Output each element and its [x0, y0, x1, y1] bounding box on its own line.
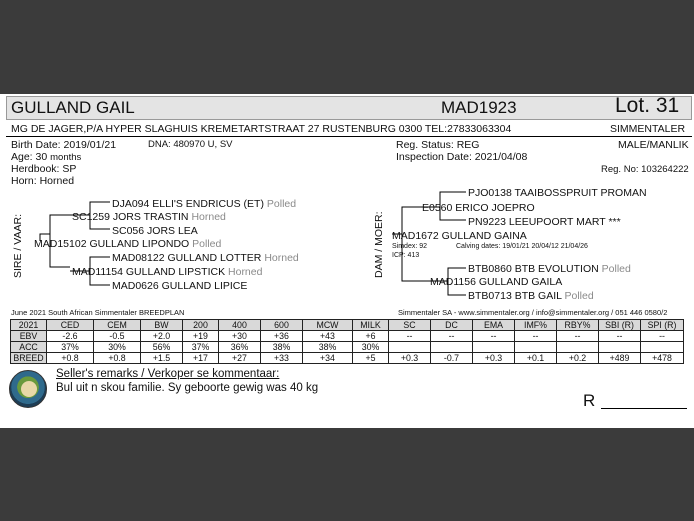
horn-status: Horn: Horned [11, 175, 75, 187]
ebv-cell: IMF% [515, 320, 557, 331]
inspection-date: Inspection Date: 2021/04/08 [396, 151, 528, 163]
ebv-cell: SPI (R) [641, 320, 684, 331]
ebv-cell: +0.8 [47, 353, 94, 364]
society-contact: Simmentaler SA - www.simmentaler.org / info@simmentaler.org / 051 446 0580/2 [398, 308, 668, 317]
ebv-cell: +17 [183, 353, 219, 364]
price-line [601, 408, 687, 409]
remarks-text: Bul uit n skou familie. Sy geboorte gewig was 40 kg [56, 382, 319, 394]
age-unit: months [50, 152, 82, 163]
sdd-name: MAD0626 GULLAND LIPICE [112, 280, 248, 292]
ebv-cell: +2.0 [141, 331, 183, 342]
dam-calving-dates: Calving dates: 19/01/21 20/04/12 21/04/26 [456, 243, 588, 250]
dam-dam [430, 276, 562, 288]
ebv-cell: 56% [141, 342, 183, 353]
ebv-cell [557, 342, 599, 353]
sd-status: Horned [228, 266, 263, 278]
birth-date: Birth Date: 2019/01/21 [11, 139, 117, 151]
sex: MALE/MANLIK [618, 139, 689, 151]
ebv-cell: +6 [353, 331, 389, 342]
ebv-cell: +30 [219, 331, 261, 342]
dam-simdex: Simdex: 92 [392, 243, 428, 250]
ebv-cell: 38% [261, 342, 303, 353]
ebv-cell: +27 [219, 353, 261, 364]
ebv-table [10, 319, 684, 364]
dam-dam-sire [468, 263, 631, 275]
age-value: Age: 30 [11, 151, 48, 163]
sire [34, 238, 221, 250]
ebv-cell [599, 342, 641, 353]
ebv-cell: +1.5 [141, 353, 183, 364]
ebv-cell: -- [641, 331, 684, 342]
ebv-cell: -0.5 [94, 331, 141, 342]
animal-id: MAD1923 [441, 98, 517, 117]
ebv-cell: EMA [473, 320, 515, 331]
ddd-name: BTB0713 BTB GAIL [468, 290, 562, 302]
ebv-cell: DC [431, 320, 473, 331]
ebv-cell: -- [431, 331, 473, 342]
dam-sire-dam [468, 216, 621, 228]
ebv-header-row [11, 320, 684, 331]
ebv-cell: -- [557, 331, 599, 342]
society-logo [9, 370, 47, 408]
ebv-cell: +0.2 [557, 353, 599, 364]
ebv-cell: +36 [261, 331, 303, 342]
sd-name: MAD11154 GULLAND LIPSTICK [72, 266, 226, 278]
ebv-cell: +0.1 [515, 353, 557, 364]
ebv-row [11, 342, 684, 353]
ebv-cell: -- [389, 331, 431, 342]
dam-label: DAM / MOER: [373, 211, 385, 278]
sire-sire [72, 211, 226, 223]
ebv-cell: -0.7 [431, 353, 473, 364]
dsd-name: PN9223 LEEUPOORT MART *** [468, 216, 621, 228]
ebv-cell: +0.3 [473, 353, 515, 364]
sire-dam [72, 266, 262, 278]
ebv-cell [515, 342, 557, 353]
ebv-cell: +43 [303, 331, 353, 342]
breed-name: SIMMENTALER [610, 123, 686, 135]
row-label: ACC [11, 342, 47, 353]
ebv-cell [389, 342, 431, 353]
lot-card [0, 94, 694, 428]
sds-status: Horned [264, 252, 299, 264]
dam-sire-sire [468, 187, 647, 199]
ebv-cell: SBI (R) [599, 320, 641, 331]
dam-sire [422, 202, 535, 214]
sire-dam-sire [112, 252, 299, 264]
sire-sire-dam [112, 225, 198, 237]
ebv-cell: 30% [94, 342, 141, 353]
sire-status: Polled [192, 238, 222, 250]
reg-no: Reg. No: 103264222 [601, 164, 689, 175]
ebv-cell: 400 [219, 320, 261, 331]
ebv-row [11, 353, 684, 364]
animal-name: GULLAND GAIL [11, 98, 135, 117]
reg-status: Reg. Status: REG [396, 139, 480, 151]
ebv-cell [641, 342, 684, 353]
row-label: BREED [11, 353, 47, 364]
sire-sire-sire [112, 198, 296, 210]
ssd-name: SC056 JORS LEA [112, 225, 198, 237]
ss-name: SC1259 JORS TRASTIN [72, 211, 189, 223]
ebv-cell: -- [473, 331, 515, 342]
ebv-cell: -- [599, 331, 641, 342]
ebv-cell: BW [141, 320, 183, 331]
dds-status: Polled [601, 263, 631, 275]
owner-details: MG DE JAGER,P/A HYPER SLAGHUIS KREMETARTSTRAAT 27 RUSTENBURG 0300 TEL:27833063304 [11, 123, 512, 135]
remarks-title: Seller's remarks / Verkoper se kommentaar: [56, 368, 280, 380]
ebv-cell: +478 [641, 353, 684, 364]
ebv-cell: +489 [599, 353, 641, 364]
sss-status: Polled [266, 198, 297, 210]
dds-name: BTB0860 BTB EVOLUTION [468, 263, 599, 275]
dam-name: MAD1672 GULLAND GAINA [392, 230, 527, 242]
ebv-cell: RBY% [557, 320, 599, 331]
ebv-cell: -2.6 [47, 331, 94, 342]
ddd-status: Polled [564, 290, 594, 302]
ebv-cell: 38% [303, 342, 353, 353]
ebv-cell: 30% [353, 342, 389, 353]
ebv-cell: +0.8 [94, 353, 141, 364]
ebv-row [11, 331, 684, 342]
lot-number: Lot. 31 [615, 94, 680, 117]
ds-name: E0560 ERICO JOEPRO [422, 202, 535, 214]
price-label: R [583, 391, 596, 410]
dam-icp: ICP: 413 [392, 252, 420, 259]
dss-name: PJO0138 TAAIBOSSPRUIT PROMAN [468, 187, 647, 199]
ebv-cell [473, 342, 515, 353]
dd-name: MAD1156 GULLAND GAILA [430, 276, 563, 288]
ebv-cell: 37% [183, 342, 219, 353]
dam-dam-dam [468, 290, 594, 302]
dna-info: DNA: 480970 U, SV [148, 139, 233, 150]
sire-dam-dam [112, 280, 247, 292]
pedigree-lines [0, 94, 694, 314]
ebv-cell: +33 [261, 353, 303, 364]
row-label: 2021 [11, 320, 47, 331]
ss-status: Horned [191, 211, 226, 223]
sds-name: MAD08122 GULLAND LOTTER [112, 252, 262, 264]
ebv-cell: 36% [219, 342, 261, 353]
ebv-cell: SC [389, 320, 431, 331]
sss-name: DJA094 ELLI'S ENDRICUS (ET) [112, 198, 264, 210]
ebv-cell: 37% [47, 342, 94, 353]
sire-label: SIRE / VAAR: [12, 214, 24, 278]
herdbook: Herdbook: SP [11, 163, 77, 175]
row-label: EBV [11, 331, 47, 342]
ebv-cell: +5 [353, 353, 389, 364]
ebv-cell: MCW [303, 320, 353, 331]
ebv-cell [431, 342, 473, 353]
ebv-cell: +34 [303, 353, 353, 364]
ebv-cell: MILK [353, 320, 389, 331]
ebv-cell: CEM [94, 320, 141, 331]
dam [392, 230, 527, 242]
ebv-cell: -- [515, 331, 557, 342]
sire-name: MAD15102 GULLAND LIPONDO [34, 238, 190, 250]
ebv-cell: 200 [183, 320, 219, 331]
ebv-cell: +0.3 [389, 353, 431, 364]
ebv-cell: 600 [261, 320, 303, 331]
ebv-cell: +19 [183, 331, 219, 342]
breedplan-source: June 2021 South African Simmentaler BREEDPLAN [11, 308, 185, 317]
ebv-cell: CED [47, 320, 94, 331]
